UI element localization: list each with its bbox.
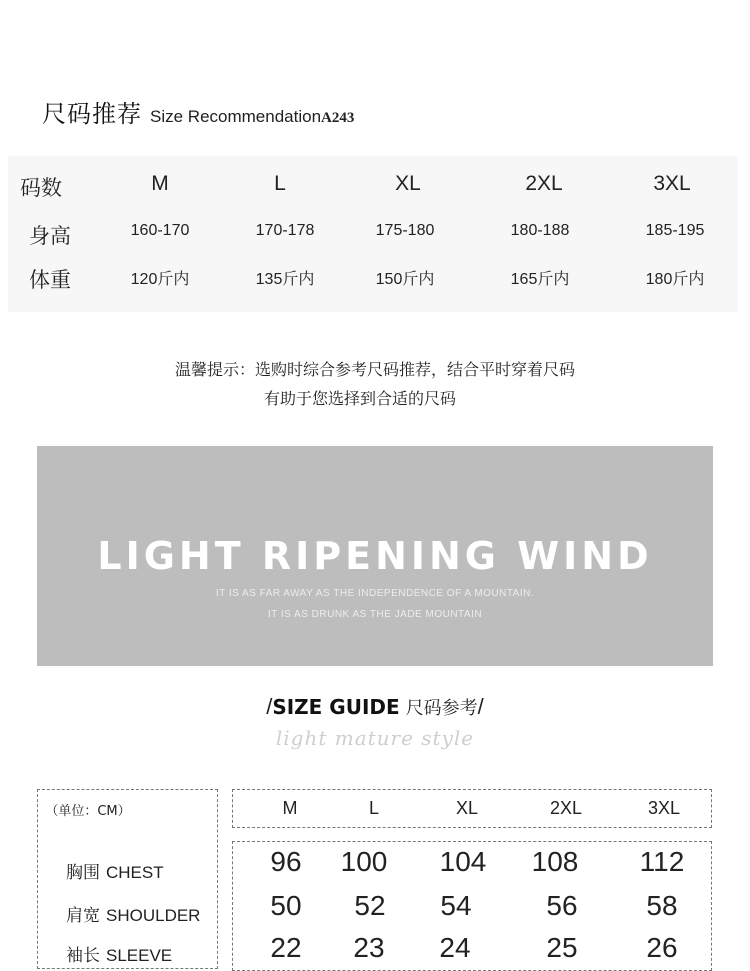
size-cell: M (151, 172, 169, 195)
shoulder-value: 50 (270, 890, 302, 921)
sleeve-value: 23 (353, 932, 385, 963)
chest-value: 100 (340, 846, 388, 877)
shoulder-value: 56 (546, 890, 578, 921)
shoulder-label-zh: 肩宽 (66, 906, 100, 926)
size-header-box (232, 789, 712, 828)
weight-cell: 120斤内 (130, 271, 190, 288)
size-guide-title-zh: 尺码参考 (405, 698, 478, 719)
recommendation-title-zh: 尺码推荐 (42, 100, 142, 128)
height-cell: 180-188 (510, 222, 570, 239)
sleeve-label-en: SLEEVE (106, 946, 173, 965)
chest-value: 112 (639, 846, 685, 877)
height-label: 身高 (29, 225, 71, 248)
sleeve-value: 26 (646, 932, 678, 963)
weight-row (8, 256, 705, 300)
shoulder-value: 58 (646, 890, 678, 921)
size-header-label: 码数 (20, 176, 62, 200)
shoulder-label-en: SHOULDER (106, 906, 201, 925)
slash-close: / (477, 694, 484, 719)
height-cell: 160-170 (130, 222, 190, 239)
height-cell: 170-178 (255, 222, 315, 239)
banner-subtitle-1: IT IS AS FAR AWAY AS THE INDEPENDENCE OF A MOUNTAIN. (215, 588, 535, 599)
sleeve-value: 24 (439, 932, 471, 963)
sleeve-value: 25 (546, 932, 578, 963)
size-header: 3XL (647, 798, 681, 818)
tip-line-1: 温馨提示：选购时综合参考尺码推荐，结合平时穿着尺码 (174, 360, 575, 379)
weight-cell: 135斤内 (255, 271, 315, 288)
weight-cell: 180斤内 (645, 271, 705, 288)
slash-open: / (266, 694, 273, 719)
product-code: A243 (321, 110, 355, 126)
shoulder-value: 54 (440, 890, 472, 921)
size-cell: 3XL (653, 172, 691, 195)
size-header: XL (455, 798, 479, 818)
height-cell: 185-195 (645, 222, 705, 239)
banner-subtitle-2: IT IS AS DRUNK AS THE JADE MOUNTAIN (267, 609, 483, 620)
shoulder-label (66, 901, 200, 926)
chest-value: 104 (439, 846, 487, 877)
weight-cell: 165斤内 (510, 271, 570, 288)
shoulder-value: 52 (354, 890, 386, 921)
sleeve-label (66, 941, 172, 966)
script-subtitle: light mature style (275, 726, 475, 750)
sleeve-value: 22 (270, 932, 302, 963)
banner-headline: LIGHT RIPENING WIND (97, 534, 653, 578)
chest-label-zh: 胸围 (66, 863, 100, 883)
tip-line-2: 有助于您选择到合适的尺码 (263, 389, 456, 408)
size-header: 2XL (549, 798, 583, 818)
chest-label (66, 858, 164, 883)
recommendation-title-en: Size Recommendation (150, 107, 322, 126)
unit-label: （单位：CM） (45, 804, 131, 819)
weight-label: 体重 (29, 269, 71, 292)
height-cell: 175-180 (375, 222, 435, 239)
banner (37, 446, 713, 666)
measurement-label-box (37, 789, 218, 969)
measurement-values-box (232, 841, 712, 971)
size-header-row (8, 164, 738, 208)
size-cell: XL (395, 172, 421, 195)
size-cell: L (274, 172, 286, 195)
chest-value: 108 (531, 846, 579, 877)
size-header: L (368, 798, 379, 818)
recommendation-title (42, 94, 354, 129)
chest-label-en: CHEST (106, 863, 164, 882)
size-cell: 2XL (525, 172, 563, 195)
weight-cell: 150斤内 (375, 271, 435, 288)
sleeve-label-zh: 袖长 (66, 946, 100, 966)
size-guide-title (0, 694, 750, 720)
recommendation-table (8, 156, 738, 312)
size-guide-title-en: SIZE GUIDE (272, 695, 400, 719)
size-header: M (282, 798, 298, 818)
height-row (8, 212, 705, 256)
chest-value: 96 (270, 846, 302, 877)
